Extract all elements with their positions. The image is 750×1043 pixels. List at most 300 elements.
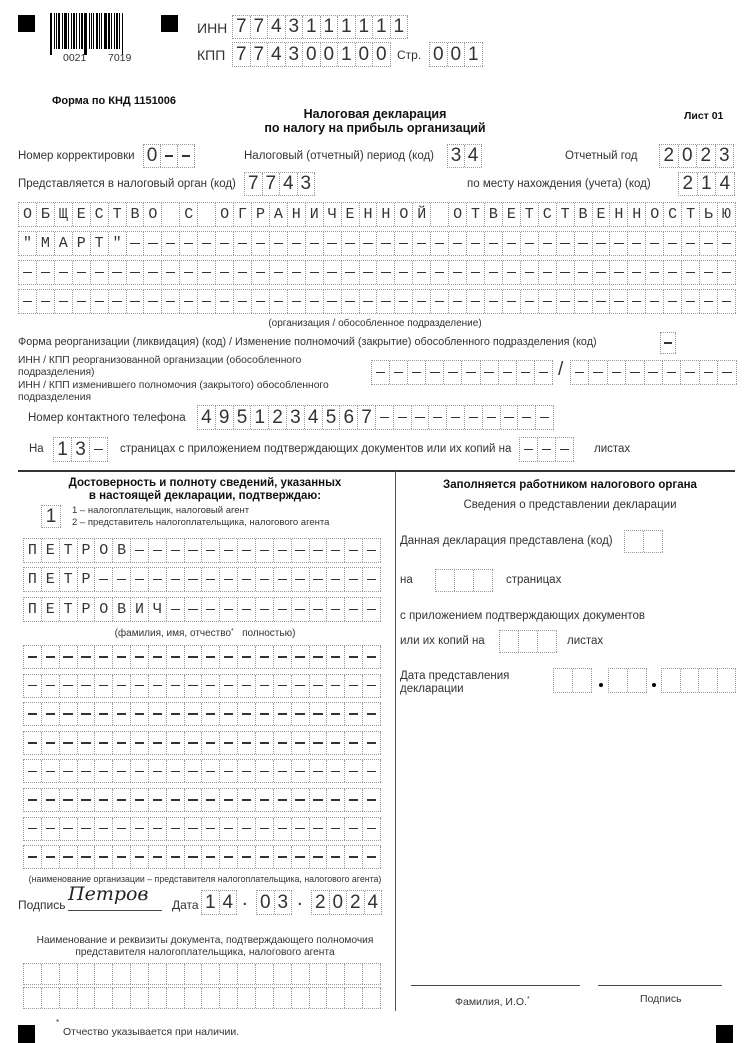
form-cell bbox=[288, 232, 306, 255]
organization-name-row-3[interactable] bbox=[18, 260, 736, 285]
form-cell bbox=[131, 732, 149, 754]
form-cell bbox=[447, 406, 465, 429]
form-cell bbox=[127, 290, 145, 313]
form-cell: Т bbox=[60, 568, 78, 591]
year-label: Отчетный год bbox=[565, 150, 638, 162]
patronymic-field[interactable] bbox=[23, 597, 381, 622]
form-cell bbox=[342, 290, 360, 313]
location-field[interactable] bbox=[678, 172, 735, 196]
form-cell bbox=[376, 406, 394, 429]
form-cell bbox=[327, 818, 345, 840]
form-cell bbox=[718, 290, 736, 313]
form-cell bbox=[55, 290, 73, 313]
form-cell: 2 bbox=[269, 406, 287, 429]
form-cell bbox=[238, 964, 256, 984]
form-cell bbox=[485, 261, 503, 284]
form-cell bbox=[37, 261, 55, 284]
representative-org-row[interactable] bbox=[23, 645, 381, 669]
form-cell bbox=[234, 232, 252, 255]
form-cell bbox=[238, 598, 256, 621]
representative-org-row[interactable] bbox=[23, 759, 381, 783]
form-cell bbox=[485, 232, 503, 255]
form-cell bbox=[202, 732, 220, 754]
tax-office-date-day-field[interactable] bbox=[553, 668, 592, 693]
form-cell: Г bbox=[234, 203, 252, 226]
tax-office-date-month-field[interactable] bbox=[608, 668, 647, 693]
form-cell bbox=[42, 703, 60, 725]
tax-office-code-label: Данная декларация представлена (код) bbox=[400, 535, 613, 547]
date-month-field[interactable] bbox=[256, 890, 292, 915]
form-cell bbox=[37, 290, 55, 313]
form-cell bbox=[474, 570, 493, 591]
form-cell bbox=[185, 732, 203, 754]
form-cell bbox=[517, 361, 535, 384]
form-cell bbox=[345, 539, 363, 562]
form-cell bbox=[60, 988, 78, 1008]
form-cell bbox=[664, 261, 682, 284]
form-cell bbox=[662, 669, 681, 692]
form-cell bbox=[220, 703, 238, 725]
tax-office-name-label bbox=[455, 996, 530, 1008]
tax-office-copies-field[interactable] bbox=[499, 630, 557, 653]
form-cell bbox=[220, 568, 238, 591]
page-number-field[interactable] bbox=[429, 42, 483, 67]
form-cell: Т bbox=[109, 203, 127, 226]
form-cell bbox=[467, 232, 485, 255]
form-cell bbox=[395, 290, 413, 313]
pages-count-field[interactable] bbox=[53, 437, 108, 462]
tax-office-date-label-line1: Дата представления bbox=[400, 670, 510, 682]
form-cell bbox=[60, 789, 78, 811]
form-cell bbox=[55, 261, 73, 284]
organization-name-row-4[interactable] bbox=[18, 289, 736, 314]
form-cell bbox=[185, 846, 203, 868]
form-cell bbox=[538, 631, 557, 652]
form-cell bbox=[167, 846, 185, 868]
location-label: по месту нахождения (учета) (код) bbox=[467, 178, 651, 190]
representative-org-row[interactable] bbox=[23, 788, 381, 812]
form-cell: 0 bbox=[356, 43, 374, 66]
form-cell bbox=[95, 675, 113, 697]
phone-field[interactable] bbox=[197, 405, 554, 430]
form-cell: 0 bbox=[303, 43, 321, 66]
form-cell bbox=[24, 964, 42, 984]
form-cell bbox=[521, 232, 539, 255]
reorg-form-code-field[interactable] bbox=[660, 332, 676, 354]
tax-office-title: Заполняется работником налогового органа bbox=[443, 479, 697, 491]
form-cell bbox=[256, 598, 274, 621]
form-cell: 0 bbox=[144, 145, 161, 167]
form-cell bbox=[24, 703, 42, 725]
form-cell: Ч bbox=[149, 598, 167, 621]
attached-sheets-field[interactable] bbox=[519, 437, 574, 462]
tax-office-sheets-label: листах bbox=[567, 635, 604, 647]
form-cell bbox=[310, 760, 328, 782]
form-cell bbox=[521, 261, 539, 284]
authority-document-row-1[interactable] bbox=[23, 963, 381, 985]
sheet-number: Лист 01 bbox=[684, 110, 724, 122]
form-cell: 2 bbox=[347, 891, 365, 914]
form-cell bbox=[78, 760, 96, 782]
form-cell bbox=[363, 760, 381, 782]
form-cell bbox=[521, 290, 539, 313]
form-cell: 2 bbox=[679, 173, 698, 195]
confirm-signer-code-field[interactable] bbox=[41, 505, 61, 528]
form-cell: Р bbox=[78, 598, 96, 621]
tax-office-pages-field[interactable] bbox=[435, 569, 493, 592]
tax-authority-field[interactable] bbox=[244, 172, 315, 196]
form-cell: В bbox=[113, 598, 131, 621]
form-cell: Н bbox=[628, 203, 646, 226]
form-cell bbox=[95, 964, 113, 984]
form-cell bbox=[718, 261, 736, 284]
form-cell bbox=[292, 760, 310, 782]
form-cell bbox=[467, 290, 485, 313]
form-cell bbox=[327, 598, 345, 621]
form-cell: Н bbox=[377, 203, 395, 226]
form-cell bbox=[310, 675, 328, 697]
form-cell bbox=[306, 290, 324, 313]
form-cell bbox=[274, 760, 292, 782]
form-cell bbox=[557, 232, 575, 255]
signature-label: Подпись bbox=[18, 898, 66, 912]
form-cell bbox=[310, 568, 328, 591]
form-cell bbox=[42, 818, 60, 840]
form-cell bbox=[60, 760, 78, 782]
form-cell bbox=[131, 988, 149, 1008]
barcode-bar bbox=[79, 13, 80, 49]
form-cell: Щ bbox=[55, 203, 73, 226]
representative-org-row[interactable] bbox=[23, 674, 381, 698]
form-cell: 0 bbox=[430, 43, 448, 66]
form-cell bbox=[113, 964, 131, 984]
form-cell bbox=[78, 818, 96, 840]
form-cell bbox=[95, 818, 113, 840]
form-cell bbox=[718, 669, 737, 692]
form-cell: 9 bbox=[216, 406, 234, 429]
form-cell bbox=[238, 789, 256, 811]
form-cell bbox=[113, 646, 131, 668]
form-cell bbox=[413, 232, 431, 255]
form-cell bbox=[324, 232, 342, 255]
form-cell bbox=[109, 261, 127, 284]
pages-on-label: На bbox=[29, 443, 44, 455]
barcode-bar bbox=[54, 13, 55, 49]
barcode-bar bbox=[122, 13, 123, 55]
form-cell bbox=[60, 646, 78, 668]
form-cell bbox=[202, 598, 220, 621]
tax-office-code-field[interactable] bbox=[624, 530, 663, 553]
reorg-kpp-field[interactable] bbox=[570, 360, 737, 385]
form-cell bbox=[185, 568, 203, 591]
form-cell bbox=[288, 261, 306, 284]
tax-office-name-star: * bbox=[526, 996, 530, 1003]
form-cell bbox=[274, 539, 292, 562]
form-cell bbox=[324, 290, 342, 313]
form-cell bbox=[363, 846, 381, 868]
form-cell: 7 bbox=[233, 16, 251, 38]
form-cell bbox=[345, 646, 363, 668]
form-cell bbox=[292, 703, 310, 725]
date-day-field[interactable] bbox=[201, 890, 237, 915]
form-cell: 1 bbox=[373, 16, 391, 38]
form-cell bbox=[274, 703, 292, 725]
surname-field[interactable] bbox=[23, 538, 381, 563]
form-cell bbox=[24, 760, 42, 782]
form-cell bbox=[149, 539, 167, 562]
form-cell bbox=[256, 818, 274, 840]
form-cell bbox=[220, 846, 238, 868]
authority-document-row-2[interactable] bbox=[23, 987, 381, 1009]
form-cell bbox=[699, 669, 718, 692]
form-cell bbox=[127, 232, 145, 255]
form-cell bbox=[700, 261, 718, 284]
representative-org-row[interactable] bbox=[23, 845, 381, 869]
form-cell bbox=[363, 732, 381, 754]
form-cell bbox=[167, 646, 185, 668]
barcode-bar bbox=[116, 13, 118, 49]
form-cell: Е bbox=[42, 568, 60, 591]
correction-field[interactable] bbox=[143, 144, 195, 168]
form-cell bbox=[131, 760, 149, 782]
form-cell: 7 bbox=[233, 43, 251, 66]
form-cell bbox=[220, 732, 238, 754]
form-cell bbox=[310, 732, 328, 754]
form-cell: 4 bbox=[198, 406, 216, 429]
form-cell bbox=[363, 675, 381, 697]
form-cell bbox=[113, 675, 131, 697]
form-cell bbox=[628, 669, 647, 692]
form-cell bbox=[73, 290, 91, 313]
barcode-bar bbox=[71, 13, 72, 49]
form-cell bbox=[327, 964, 345, 984]
signature: Петров bbox=[68, 883, 149, 905]
tax-office-pages-label: страницах bbox=[506, 574, 562, 586]
form-cell: М bbox=[37, 232, 55, 255]
form-cell bbox=[256, 964, 274, 984]
form-cell bbox=[661, 333, 676, 353]
form-cell bbox=[573, 669, 592, 692]
form-cell bbox=[185, 703, 203, 725]
kpp-field[interactable] bbox=[232, 42, 391, 67]
form-cell bbox=[628, 261, 646, 284]
barcode-bar bbox=[96, 13, 98, 49]
form-cell bbox=[310, 598, 328, 621]
form-cell bbox=[24, 789, 42, 811]
form-cell bbox=[131, 818, 149, 840]
form-cell bbox=[167, 818, 185, 840]
form-cell bbox=[202, 703, 220, 725]
form-cell bbox=[663, 361, 681, 384]
form-cell bbox=[167, 789, 185, 811]
form-cell bbox=[78, 703, 96, 725]
form-cell bbox=[306, 232, 324, 255]
form-cell bbox=[180, 232, 198, 255]
form-cell bbox=[360, 261, 378, 284]
form-cell bbox=[377, 232, 395, 255]
barcode-bar bbox=[62, 13, 63, 49]
form-cell bbox=[60, 818, 78, 840]
barcode-bar bbox=[84, 13, 87, 55]
barcode-bar bbox=[89, 13, 90, 49]
inn-field[interactable] bbox=[232, 15, 408, 39]
barcode-bar bbox=[111, 13, 112, 49]
form-cell bbox=[628, 232, 646, 255]
tax-office-on-label: на bbox=[400, 574, 413, 586]
tax-office-date-dot-1 bbox=[599, 683, 603, 687]
signature-line bbox=[68, 910, 162, 911]
form-cell bbox=[455, 570, 474, 591]
form-cell bbox=[185, 789, 203, 811]
form-cell bbox=[575, 261, 593, 284]
form-cell bbox=[395, 232, 413, 255]
form-cell: Е bbox=[73, 203, 91, 226]
form-cell bbox=[198, 232, 216, 255]
date-year-field[interactable] bbox=[311, 890, 382, 915]
form-cell bbox=[202, 760, 220, 782]
first-name-field[interactable] bbox=[23, 567, 381, 592]
organization-name-row-1[interactable] bbox=[18, 202, 736, 227]
form-cell bbox=[216, 290, 234, 313]
organization-name-row-2[interactable] bbox=[18, 231, 736, 256]
form-cell bbox=[256, 568, 274, 591]
form-cell bbox=[238, 760, 256, 782]
form-cell bbox=[431, 290, 449, 313]
barcode-bar bbox=[81, 13, 83, 49]
form-cell bbox=[24, 988, 42, 1008]
reorg-inn-kpp-label-1: ИНН / КПП реорганизованной организации (обособленного подразделения) bbox=[18, 355, 302, 378]
barcode-bar bbox=[108, 13, 110, 49]
form-cell bbox=[609, 669, 628, 692]
form-cell bbox=[220, 760, 238, 782]
form-cell: С bbox=[664, 203, 682, 226]
form-cell bbox=[274, 646, 292, 668]
form-cell: 3 bbox=[448, 145, 465, 167]
form-cell bbox=[238, 732, 256, 754]
form-cell: Е bbox=[503, 203, 521, 226]
form-cell bbox=[198, 203, 216, 226]
form-cell: 3 bbox=[286, 43, 304, 66]
form-cell: Е bbox=[342, 203, 360, 226]
barcode-bar bbox=[73, 13, 75, 49]
form-cell: Р bbox=[73, 232, 91, 255]
form-cell bbox=[256, 703, 274, 725]
tax-office-name-text: Фамилия, И.О. bbox=[455, 996, 527, 1008]
tax-office-date-year-field[interactable] bbox=[661, 668, 736, 693]
form-cell: 3 bbox=[72, 438, 90, 461]
form-cell bbox=[178, 145, 195, 167]
barcode-number-left: 0021 bbox=[63, 52, 87, 64]
form-cell bbox=[167, 732, 185, 754]
reorg-inn-field[interactable] bbox=[371, 360, 553, 385]
form-cell bbox=[167, 760, 185, 782]
form-cell bbox=[220, 988, 238, 1008]
year-field[interactable] bbox=[659, 144, 734, 168]
form-cell bbox=[519, 631, 538, 652]
name-caption-a: (фамилия, имя, отчество bbox=[114, 628, 232, 639]
form-cell bbox=[682, 290, 700, 313]
form-cell bbox=[718, 232, 736, 255]
form-cell bbox=[202, 846, 220, 868]
form-cell: Т bbox=[521, 203, 539, 226]
form-cell bbox=[292, 598, 310, 621]
form-cell: 0 bbox=[257, 891, 275, 914]
form-cell bbox=[149, 703, 167, 725]
form-cell bbox=[412, 406, 430, 429]
representative-org-row[interactable] bbox=[23, 817, 381, 841]
form-cell bbox=[216, 261, 234, 284]
form-cell bbox=[274, 568, 292, 591]
representative-org-row[interactable] bbox=[23, 702, 381, 726]
form-cell bbox=[180, 261, 198, 284]
form-cell bbox=[113, 846, 131, 868]
form-cell bbox=[664, 290, 682, 313]
form-cell bbox=[256, 675, 274, 697]
representative-org-row[interactable] bbox=[23, 731, 381, 755]
form-cell: Ь bbox=[700, 203, 718, 226]
footnote-text: Отчество указывается при наличии. bbox=[63, 1026, 240, 1038]
period-field[interactable] bbox=[447, 144, 482, 168]
barcode-bar bbox=[58, 13, 60, 49]
form-cell bbox=[202, 964, 220, 984]
confirm-title-line2: в настоящей декларации, подтверждаю: bbox=[88, 490, 322, 502]
form-cell: 1 bbox=[42, 506, 61, 527]
form-cell: 1 bbox=[338, 16, 356, 38]
form-cell bbox=[625, 531, 644, 552]
form-cell bbox=[628, 290, 646, 313]
confirm-option-2: 2 – представитель налогоплательщика, налогового агента bbox=[72, 517, 330, 528]
inn-label: ИНН bbox=[197, 20, 228, 36]
form-title-line1: Налоговая декларация bbox=[303, 107, 447, 121]
form-cell bbox=[234, 261, 252, 284]
form-cell bbox=[167, 703, 185, 725]
section-divider-vertical bbox=[395, 471, 396, 1011]
form-cell bbox=[149, 988, 167, 1008]
form-cell bbox=[363, 646, 381, 668]
form-cell bbox=[60, 846, 78, 868]
form-cell: 7 bbox=[251, 43, 269, 66]
form-cell bbox=[220, 964, 238, 984]
form-cell bbox=[571, 361, 589, 384]
form-cell bbox=[113, 568, 131, 591]
form-cell bbox=[161, 145, 178, 167]
form-cell: С bbox=[91, 203, 109, 226]
date-separator-2: . bbox=[297, 888, 303, 910]
form-cell bbox=[610, 290, 628, 313]
form-cell bbox=[113, 818, 131, 840]
form-cell bbox=[149, 568, 167, 591]
form-cell: 1 bbox=[54, 438, 72, 461]
form-cell bbox=[413, 261, 431, 284]
form-cell bbox=[465, 406, 483, 429]
form-cell bbox=[345, 846, 363, 868]
form-cell bbox=[185, 818, 203, 840]
form-cell bbox=[394, 406, 412, 429]
form-cell bbox=[91, 261, 109, 284]
form-cell bbox=[78, 732, 96, 754]
form-cell bbox=[256, 760, 274, 782]
form-cell: А bbox=[270, 203, 288, 226]
form-cell bbox=[131, 789, 149, 811]
form-cell bbox=[292, 568, 310, 591]
form-cell bbox=[24, 732, 42, 754]
barcode-bar bbox=[56, 13, 57, 49]
form-cell bbox=[220, 646, 238, 668]
form-cell bbox=[274, 988, 292, 1008]
name-caption bbox=[20, 628, 390, 639]
form-cell bbox=[42, 760, 60, 782]
form-cell bbox=[363, 818, 381, 840]
